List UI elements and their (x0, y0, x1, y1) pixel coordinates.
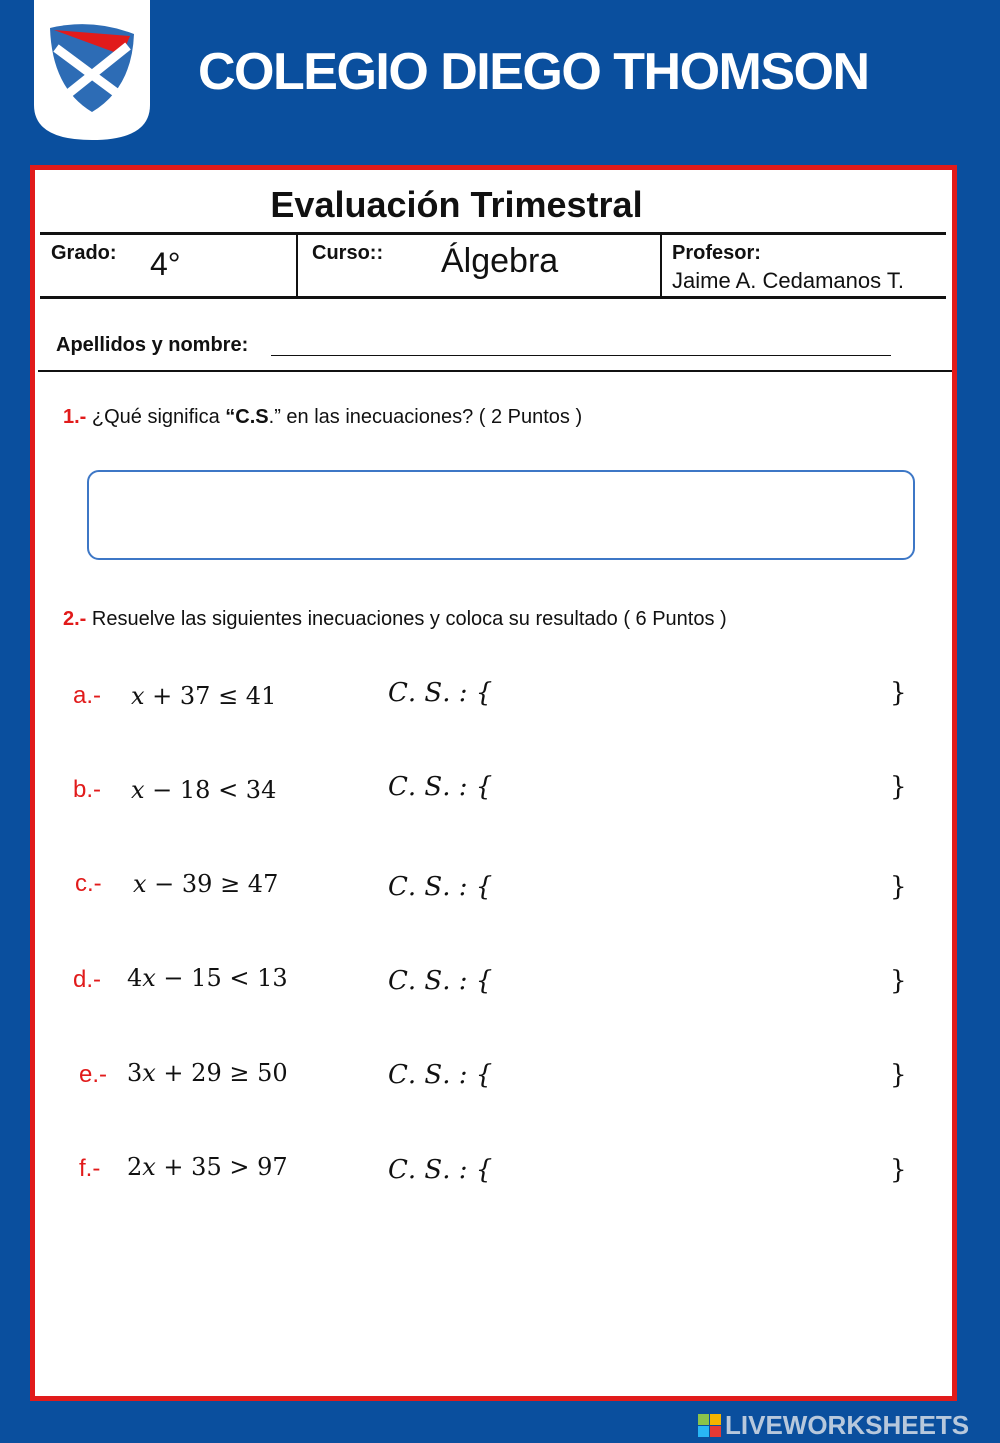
question-1 (63, 406, 582, 429)
grade-label: Grado: (51, 242, 117, 264)
item-a-closing-brace: } (890, 678, 907, 708)
table-bottom-border (40, 296, 946, 299)
item-e-closing-brace: } (890, 1060, 907, 1090)
answer-1-input[interactable] (87, 470, 915, 560)
question-2 (63, 608, 727, 631)
item-f-letter: f.- (79, 1155, 101, 1182)
item-c-letter: c.- (75, 870, 102, 897)
question-2-number: 2.- (63, 608, 87, 630)
course-value: Álgebra (441, 242, 559, 280)
grade-value: 4° (150, 246, 181, 282)
exam-title: Evaluación Trimestral (270, 184, 643, 225)
item-f-inequality: 2𝑥 + 35 > 97 (127, 1153, 288, 1181)
liveworksheets-watermark[interactable] (698, 1410, 969, 1441)
name-section-divider (38, 370, 952, 372)
item-b-letter: b.- (73, 776, 102, 803)
liveworksheets-logo-icon (698, 1414, 721, 1437)
question-1-text-end: .” en las inecuaciones? ( 2 Puntos ) (268, 406, 583, 428)
item-a-solution-set-label: 𝐶. 𝑆. : { (388, 678, 493, 708)
item-d-letter: d.- (73, 966, 102, 993)
question-2-text: Resuelve las siguientes inecuaciones y coloca su resultado ( 6 Puntos ) (91, 608, 727, 630)
course-label: Curso:: (312, 242, 384, 264)
item-c-closing-brace: } (890, 872, 907, 902)
item-d-closing-brace: } (890, 966, 907, 996)
item-d-inequality: 4𝑥 − 15 < 13 (127, 964, 288, 992)
school-name: COLEGIO DIEGO THOMSON (198, 43, 869, 101)
teacher-name: Jaime A. Cedamanos T. (672, 268, 904, 293)
watermark-text: LIVEWORKSHEETS (725, 1410, 970, 1440)
exam-sheet (30, 165, 957, 1401)
question-1-number: 1.- (63, 406, 87, 428)
item-a-inequality: 𝑥 + 37 ≤ 41 (131, 682, 277, 710)
table-top-border (40, 232, 946, 235)
item-e-solution-set-label: 𝐶. 𝑆. : { (388, 1060, 493, 1090)
item-c-inequality: 𝑥 − 39 ≥ 47 (133, 870, 279, 898)
item-b-solution-set-label: 𝐶. 𝑆. : { (388, 772, 493, 802)
table-divider-2 (660, 232, 662, 298)
name-label: Apellidos y nombre: (56, 334, 249, 356)
question-1-text-bold: “C.S (225, 406, 269, 428)
question-1-text-start: ¿Qué significa (91, 406, 226, 428)
name-input-line[interactable] (271, 355, 891, 356)
item-e-inequality: 3𝑥 + 29 ≥ 50 (127, 1059, 288, 1087)
item-a-letter: a.- (73, 682, 102, 709)
item-c-solution-set-label: 𝐶. 𝑆. : { (388, 872, 493, 902)
item-b-inequality: 𝑥 − 18 < 34 (131, 776, 277, 804)
item-d-solution-set-label: 𝐶. 𝑆. : { (388, 966, 493, 996)
school-logo (34, 0, 150, 140)
teacher-label: Profesor: (672, 242, 761, 264)
item-b-closing-brace: } (890, 772, 907, 802)
item-e-letter: e.- (79, 1061, 108, 1088)
item-f-solution-set-label: 𝐶. 𝑆. : { (388, 1155, 493, 1185)
table-divider-1 (296, 232, 298, 298)
item-f-closing-brace: } (890, 1155, 907, 1185)
